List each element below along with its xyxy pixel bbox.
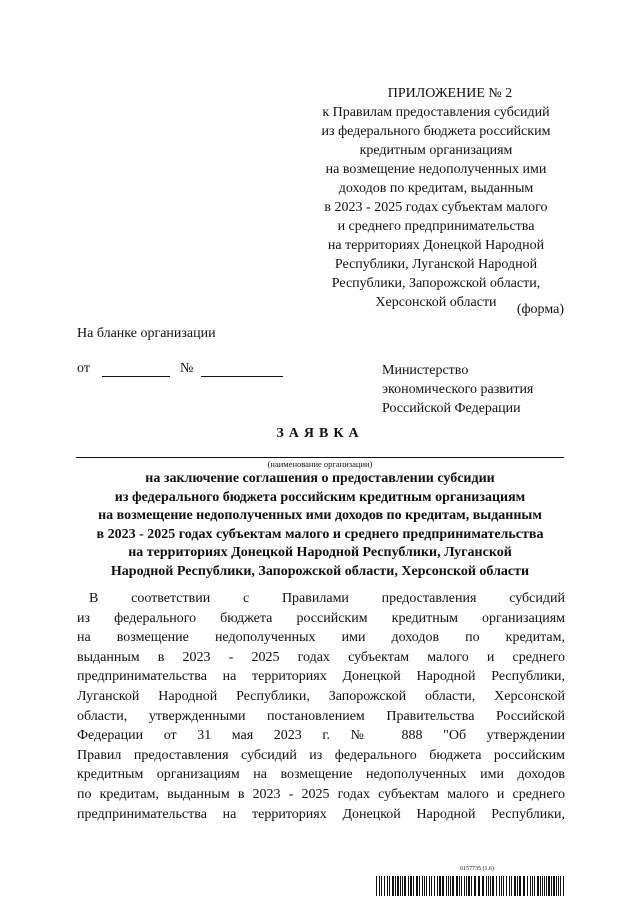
body-line: предпринимательства на территориях Донецкой Народной Республики, [77,806,565,822]
subject-line: Народной Республики, Запорожской области, Херсонской области [110,563,530,579]
barcode [376,876,564,896]
date-label: от [77,361,90,376]
body-line: на возмещение недополученных ими доходов по кредитам, [77,630,565,646]
body-line: Правил предоставления субсидий из федерального бюджета российским [77,747,565,763]
subject-block [62,470,578,582]
addressee-line: экономического развития [382,382,534,397]
body-line: выданным в 2023 - 2025 годах субъектам малого и среднего [77,649,565,665]
letterhead-note: На бланке организации [77,326,216,341]
document-code: 6157735 (1.6) [460,866,494,872]
body-line: предпринимательства на территориях Донецкой Народной Республики, [77,669,565,685]
appendix-line: и среднего предпринимательства [337,219,535,234]
date-field[interactable] [102,362,170,377]
number-field[interactable] [201,362,283,377]
body-line: из федерального бюджета российским кредитным организациям [77,610,565,626]
appendix-block [300,84,572,312]
appendix-heading: ПРИЛОЖЕНИЕ № 2 [387,86,513,101]
document-title: ЗАЯВКА [276,426,364,441]
appendix-line: к Правилам предоставления субсидий [322,105,550,120]
appendix-line: на возмещение недополученных ими [325,162,547,177]
body-line: области, утвержденными постановлением Правительства Российской [77,708,565,724]
addressee-block [382,361,582,418]
organization-caption: (наименование организации) [267,459,373,469]
subject-line: на заключение соглашения о предоставлении субсидии [145,471,495,486]
organization-name-field[interactable] [76,457,564,458]
appendix-line: Республики, Запорожской области, [331,276,541,291]
addressee-line: Министерство [382,363,469,378]
subject-line: в 2023 - 2025 годах субъектам малого и среднего предпринимательства [96,526,544,542]
body-line: Луганской Народной Республики, Запорожской области, Херсонской [77,688,565,704]
appendix-line: из федерального бюджета российским [321,124,551,139]
appendix-line: в 2023 - 2025 годах субъектам малого [324,200,548,215]
body-line: по кредитам, выданным в 2023 - 2025 годах субъектам малого и среднего [77,786,565,802]
appendix-line: Херсонской области [375,295,497,310]
subject-line: на территориях Донецкой Народной Республики, Луганской [128,545,512,561]
appendix-line: кредитным организациям [359,143,513,158]
appendix-line: доходов по кредитам, выданным [338,181,534,196]
body-line: В соответствии с Правилами предоставления субсидий [89,591,565,606]
subject-line: на возмещение недополученных ими доходов по кредитам, выданным [98,508,542,524]
form-label: (форма) [516,302,564,317]
addressee-line: Российской Федерации [382,401,521,416]
body-paragraph [77,589,565,824]
body-line: кредитным организациям на возмещение недополученных ими доходов [77,767,565,783]
appendix-line: на территориях Донецкой Народной [327,238,545,253]
reference-line [77,361,283,377]
number-label: № [179,361,194,376]
subject-line: из федерального бюджета российским кредитным организациям [114,489,526,505]
appendix-line: Республики, Луганской Народной [334,257,538,272]
body-line: Федерации от 31 мая 2023 г. № 888 "Об утверждении [77,728,565,744]
